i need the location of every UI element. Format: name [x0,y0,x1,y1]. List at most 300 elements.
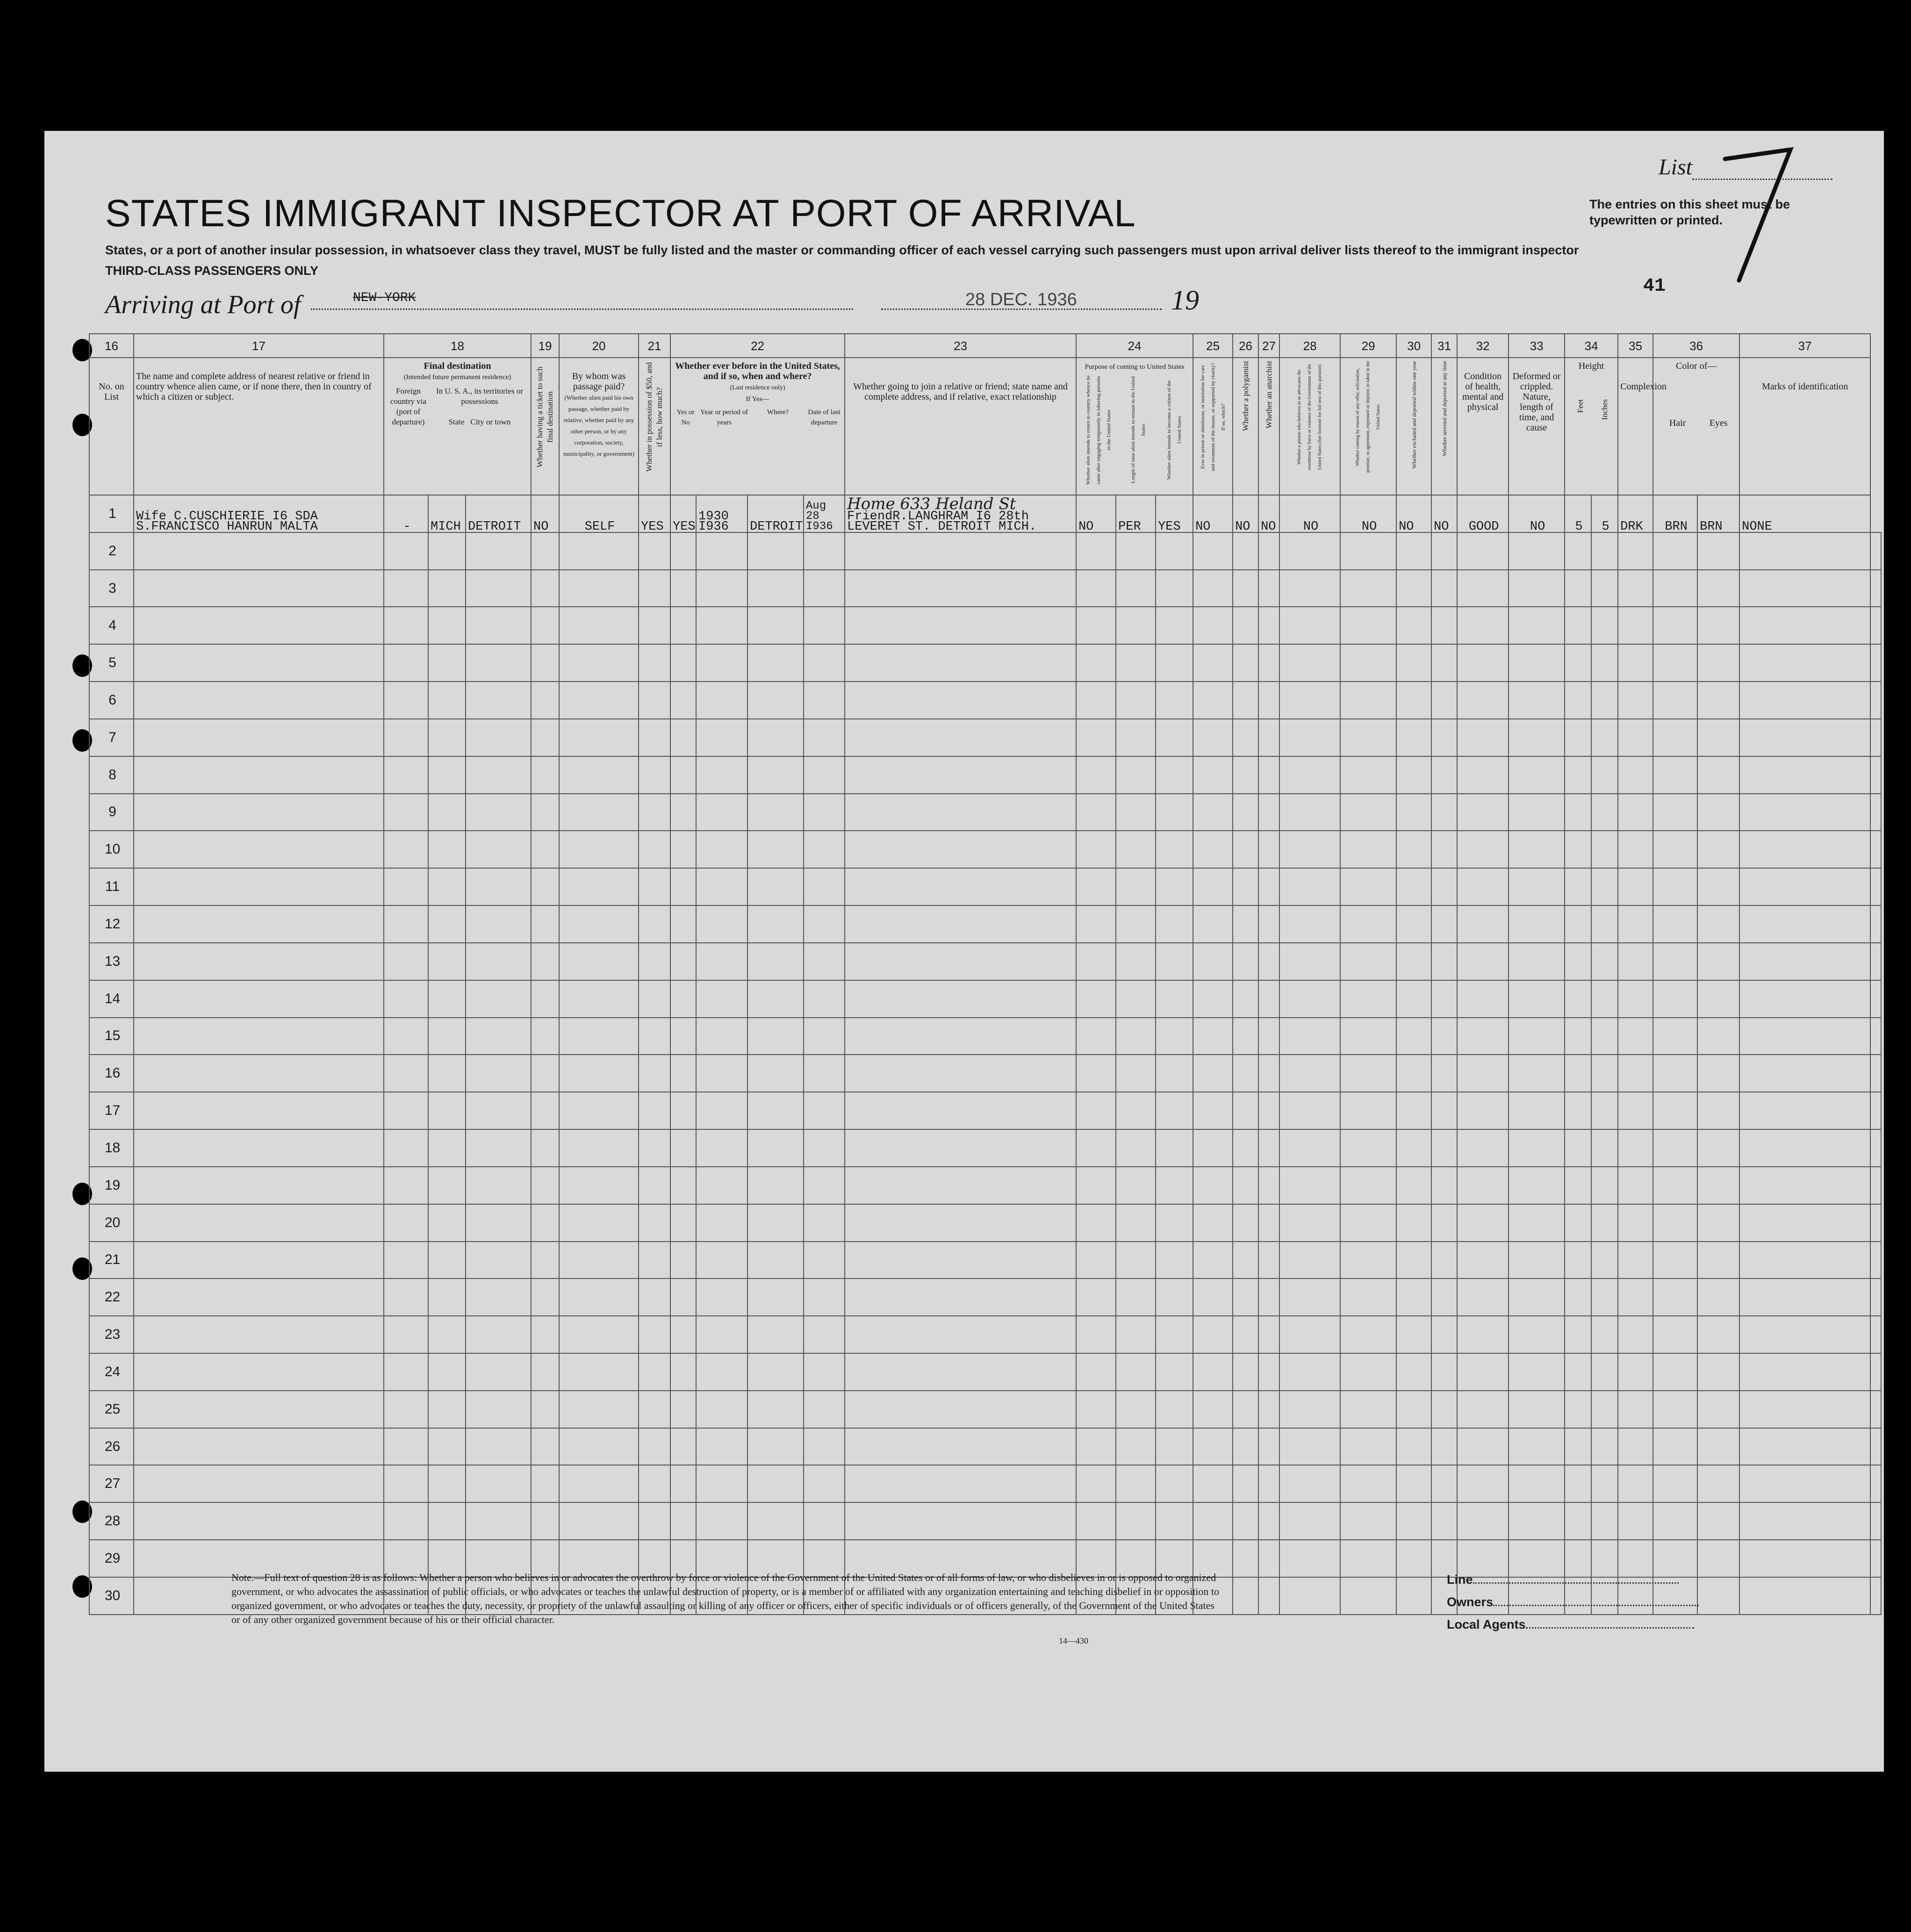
empty-cell [696,1502,747,1540]
empty-cell [639,719,670,756]
empty-cell [531,1167,559,1204]
row-number: 9 [89,794,134,831]
empty-cell [134,1092,384,1129]
empty-cell [1279,1278,1340,1316]
empty-cell [747,1428,804,1465]
empty-cell [1116,1316,1156,1353]
empty-cell [747,1204,804,1242]
empty-cell [466,980,531,1018]
empty-cell [639,1204,670,1242]
empty-cell [1591,980,1618,1018]
empty-cell [1565,831,1591,868]
empty-cell [428,1129,466,1167]
empty-cell [804,980,845,1018]
empty-cell [1565,1428,1591,1465]
empty-cell [747,794,804,831]
empty-cell [845,682,1076,719]
empty-cell [1697,1278,1739,1316]
empty-cell [1697,980,1739,1018]
empty-cell [1653,1129,1697,1167]
empty-cell [428,794,466,831]
empty-cell [1618,1353,1653,1391]
empty-cell [1076,794,1116,831]
empty-cell [134,794,384,831]
empty-cell [559,868,639,905]
empty-cell [639,682,670,719]
empty-cell [804,1018,845,1055]
row-number: 20 [89,1204,134,1242]
empty-cell [559,756,639,794]
empty-cell [1279,1204,1340,1242]
empty-cell [1697,831,1739,868]
row-number: 26 [89,1428,134,1465]
empty-cell [845,607,1076,644]
empty-cell [1653,719,1697,756]
empty-cell [747,682,804,719]
empty-cell [1279,1577,1340,1615]
empty-cell [1193,1278,1233,1316]
empty-cell [747,1129,804,1167]
empty-cell [1156,794,1193,831]
table-row [89,1502,1881,1540]
empty-cell [466,1092,531,1129]
empty-cell [1618,1167,1653,1204]
empty-cell [670,1353,696,1391]
empty-cell [639,1167,670,1204]
empty-cell [531,607,559,644]
empty-cell [1340,1055,1396,1092]
empty-cell [1653,682,1697,719]
empty-cell [1697,1242,1739,1279]
join-relative: Home 633 Heland St FriendR.LANGHRAM I6 28th LEVERET ST. DETROIT MICH. [845,495,1076,532]
empty-cell [1739,831,1870,868]
empty-cell [1116,1428,1156,1465]
empty-cell [1233,607,1258,644]
empty-cell [531,980,559,1018]
empty-cell [696,1428,747,1465]
empty-cell [1739,905,1870,943]
empty-cell [696,682,747,719]
empty-cell [1509,756,1565,794]
empty-cell [1565,682,1591,719]
empty-cell [1618,868,1653,905]
row-number: 16 [89,1055,134,1092]
empty-cell [747,1465,804,1502]
empty-cell [1509,1204,1565,1242]
empty-cell [1279,570,1340,607]
empty-cell [559,831,639,868]
empty-cell [1116,1278,1156,1316]
col-35-header: Complexion [1618,358,1653,495]
empty-cell [1431,1204,1457,1242]
empty-cell [428,719,466,756]
empty-cell [804,532,845,570]
empty-cell [1697,570,1739,607]
empty-cell [696,868,747,905]
empty-cell [134,1055,384,1092]
empty-cell [1258,682,1279,719]
empty-cell [384,1391,428,1428]
empty-cell [1870,1167,1881,1204]
empty-cell [1396,943,1431,980]
row-number: 8 [89,756,134,794]
empty-cell [1870,1018,1881,1055]
row-number: 25 [89,1391,134,1428]
empty-cell [1457,1428,1509,1465]
empty-cell [1509,794,1565,831]
empty-cell [1618,1092,1653,1129]
row-number: 30 [89,1577,134,1615]
empty-cell [1431,1278,1457,1316]
empty-cell [1509,719,1565,756]
header-row [89,358,1881,495]
empty-cell [747,570,804,607]
empty-cell [1116,644,1156,682]
empty-cell [1193,868,1233,905]
empty-cell [670,1204,696,1242]
empty-cell [1340,1092,1396,1129]
empty-cell [1457,756,1509,794]
empty-cell [1509,868,1565,905]
empty-cell [696,1465,747,1502]
empty-cell [670,1502,696,1540]
empty-cell [1233,1540,1258,1577]
empty-cell [1116,570,1156,607]
empty-cell [1076,682,1116,719]
empty-cell [1697,794,1739,831]
empty-cell [1340,1242,1396,1279]
empty-cell [1279,1055,1340,1092]
empty-cell [1870,1465,1881,1502]
empty-cell [1509,943,1565,980]
empty-cell [1618,1129,1653,1167]
empty-cell [1431,1129,1457,1167]
empty-cell [696,1055,747,1092]
empty-cell [1565,607,1591,644]
col-37-header: Marks of identification [1739,358,1870,495]
empty-cell [1457,868,1509,905]
empty-cell [466,1465,531,1502]
empty-cell [428,570,466,607]
empty-cell [1233,1465,1258,1502]
empty-cell [384,1018,428,1055]
empty-cell [1739,644,1870,682]
empty-cell [1396,644,1431,682]
table-row [89,756,1881,794]
empty-cell [1233,1092,1258,1129]
empty-cell [384,682,428,719]
empty-cell [134,980,384,1018]
empty-cell [531,1316,559,1353]
empty-cell [1739,1391,1870,1428]
empty-cell [747,1167,804,1204]
empty-cell [747,1092,804,1129]
row-number: 10 [89,831,134,868]
empty-cell [639,532,670,570]
empty-cell [428,831,466,868]
empty-cell [670,943,696,980]
empty-cell [1193,980,1233,1018]
empty-cell [1076,607,1116,644]
empty-cell [1618,831,1653,868]
empty-cell [1618,607,1653,644]
form-number: 14—430 [1059,1636,1088,1645]
empty-cell [1396,719,1431,756]
empty-cell [1870,1540,1881,1577]
col-32-header: Condition of health, mental and physical [1457,358,1509,495]
empty-cell [696,1278,747,1316]
empty-cell [1279,644,1340,682]
empty-cell [1076,756,1116,794]
empty-cell [466,1018,531,1055]
empty-cell [1233,682,1258,719]
empty-cell [1457,1502,1509,1540]
empty-cell [1156,1167,1193,1204]
empty-cell [1591,1465,1618,1502]
empty-cell [134,644,384,682]
empty-cell [1739,1204,1870,1242]
empty-cell [1076,1129,1116,1167]
empty-cell [1509,905,1565,943]
empty-cell [384,1204,428,1242]
empty-cell [466,532,531,570]
empty-cell [1591,1092,1618,1129]
empty-cell [1431,607,1457,644]
empty-cell [1457,1465,1509,1502]
empty-cell [559,1055,639,1092]
empty-cell [1193,831,1233,868]
empty-cell [1233,1204,1258,1242]
empty-cell [1233,1353,1258,1391]
empty-cell [845,794,1076,831]
empty-cell [1591,1278,1618,1316]
empty-cell [1618,943,1653,980]
empty-cell [1193,1204,1233,1242]
table-row [89,1242,1881,1279]
empty-cell [134,570,384,607]
empty-cell [384,980,428,1018]
empty-cell [1396,1353,1431,1391]
empty-cell [639,1353,670,1391]
empty-cell [1618,1502,1653,1540]
empty-cell [134,607,384,644]
empty-cell [428,644,466,682]
empty-cell [845,1502,1076,1540]
empty-cell [1340,980,1396,1018]
col-18-header: Final destination (Intended future permanent residence) Foreign country via (port of departure) In U. S. A., its territories or possessions State City or town [384,358,531,495]
empty-cell [559,719,639,756]
empty-cell [1279,905,1340,943]
empty-cell [1431,532,1457,570]
empty-cell [804,831,845,868]
empty-cell [639,1018,670,1055]
empty-cell [1457,794,1509,831]
sheet-number: 41 [1643,276,1666,297]
empty-cell [1233,719,1258,756]
empty-cell [466,1316,531,1353]
empty-cell [1509,1502,1565,1540]
empty-cell [1396,868,1431,905]
empty-cell [1618,756,1653,794]
empty-cell [1591,1129,1618,1167]
empty-cell [804,1242,845,1279]
empty-cell [696,794,747,831]
empty-cell [1396,1242,1431,1279]
empty-cell [1618,1391,1653,1428]
empty-cell [670,644,696,682]
empty-cell [1870,980,1881,1018]
empty-cell [747,1278,804,1316]
empty-cell [1233,1242,1258,1279]
empty-cell [559,1465,639,1502]
empty-cell [1739,868,1870,905]
empty-cell [670,1018,696,1055]
empty-cell [1156,1129,1193,1167]
empty-cell [1509,1055,1565,1092]
empty-cell [1697,1428,1739,1465]
empty-cell [1591,1353,1618,1391]
empty-cell [1653,1167,1697,1204]
empty-cell [1431,943,1457,980]
empty-cell [1431,1391,1457,1428]
empty-cell [1116,719,1156,756]
empty-cell [1076,719,1116,756]
empty-cell [1697,682,1739,719]
empty-cell [1697,1502,1739,1540]
empty-cell [1870,607,1881,644]
empty-cell [1258,1577,1279,1615]
empty-cell [1739,980,1870,1018]
empty-cell [1457,1391,1509,1428]
empty-cell [559,1353,639,1391]
empty-cell [1591,607,1618,644]
empty-cell [1457,1204,1509,1242]
empty-cell [1233,831,1258,868]
empty-cell [1279,719,1340,756]
empty-cell [1697,905,1739,943]
empty-cell [1340,1391,1396,1428]
empty-cell [1233,1577,1258,1615]
empty-cell [696,905,747,943]
subtitle: States, or a port of another insular possession, in whatsoever class they travel, MUST be fully listed and the master or commanding officer of each vessel carrying such passengers must upon arrival deliver lists thereof to the immigrant inspector [105,243,1579,257]
empty-cell [531,756,559,794]
empty-cell [1591,1055,1618,1092]
empty-cell [1431,1242,1457,1279]
empty-cell [1870,1353,1881,1391]
empty-cell [696,532,747,570]
empty-cell [531,644,559,682]
empty-cell [845,1129,1076,1167]
empty-cell [1076,831,1116,868]
empty-cell [670,1316,696,1353]
empty-cell [466,1167,531,1204]
empty-cell [845,1055,1076,1092]
row-number: 7 [89,719,134,756]
empty-cell [1565,1353,1591,1391]
empty-cell [1618,644,1653,682]
empty-cell [1279,607,1340,644]
empty-cell [1591,1502,1618,1540]
col-27-header: Whether an anarchist [1258,358,1279,495]
empty-cell [1870,1055,1881,1092]
empty-cell [804,943,845,980]
empty-cell [1697,719,1739,756]
empty-cell [696,1129,747,1167]
empty-cell [1509,1092,1565,1129]
empty-cell [531,1242,559,1279]
empty-cell [639,1242,670,1279]
empty-cell [531,1502,559,1540]
empty-cell [1258,980,1279,1018]
empty-cell [1697,868,1739,905]
empty-cell [559,1167,639,1204]
empty-cell [1870,943,1881,980]
empty-cell [1697,1018,1739,1055]
empty-cell [1457,644,1509,682]
empty-cell [1396,1391,1431,1428]
empty-cell [1870,1428,1881,1465]
empty-cell [1258,1391,1279,1428]
empty-cell [559,794,639,831]
empty-cell [1076,644,1116,682]
empty-cell [1340,943,1396,980]
empty-cell [466,719,531,756]
empty-cell [845,1278,1076,1316]
empty-cell [804,905,845,943]
empty-cell [1565,905,1591,943]
empty-cell [670,1428,696,1465]
empty-cell [1870,682,1881,719]
empty-cell [466,682,531,719]
empty-cell [1565,1242,1591,1279]
empty-cell [1396,831,1431,868]
empty-cell [428,1316,466,1353]
empty-cell [428,1055,466,1092]
empty-cell [428,682,466,719]
empty-cell [1565,644,1591,682]
empty-cell [466,1502,531,1540]
empty-cell [1279,682,1340,719]
empty-cell [1340,1278,1396,1316]
empty-cell [639,570,670,607]
row-number: 14 [89,980,134,1018]
table-row [89,1278,1881,1316]
empty-cell [1739,570,1870,607]
empty-cell [384,905,428,943]
empty-cell [1076,1018,1116,1055]
empty-cell [1431,1167,1457,1204]
row-number: 5 [89,644,134,682]
empty-cell [1870,1129,1881,1167]
empty-cell [1396,905,1431,943]
empty-cell [384,1092,428,1129]
empty-cell [1258,1204,1279,1242]
empty-cell [670,570,696,607]
empty-cell [639,607,670,644]
empty-cell [1076,1278,1116,1316]
col-36-header: Color of— Hair Eyes [1653,358,1739,495]
empty-cell [1565,719,1591,756]
empty-cell [1396,532,1431,570]
table-row [89,1167,1881,1204]
empty-cell [1697,1465,1739,1502]
empty-cell [1233,570,1258,607]
empty-cell [1156,1018,1193,1055]
empty-cell [134,682,384,719]
empty-cell [639,1055,670,1092]
empty-cell [1156,1502,1193,1540]
empty-cell [1156,980,1193,1018]
